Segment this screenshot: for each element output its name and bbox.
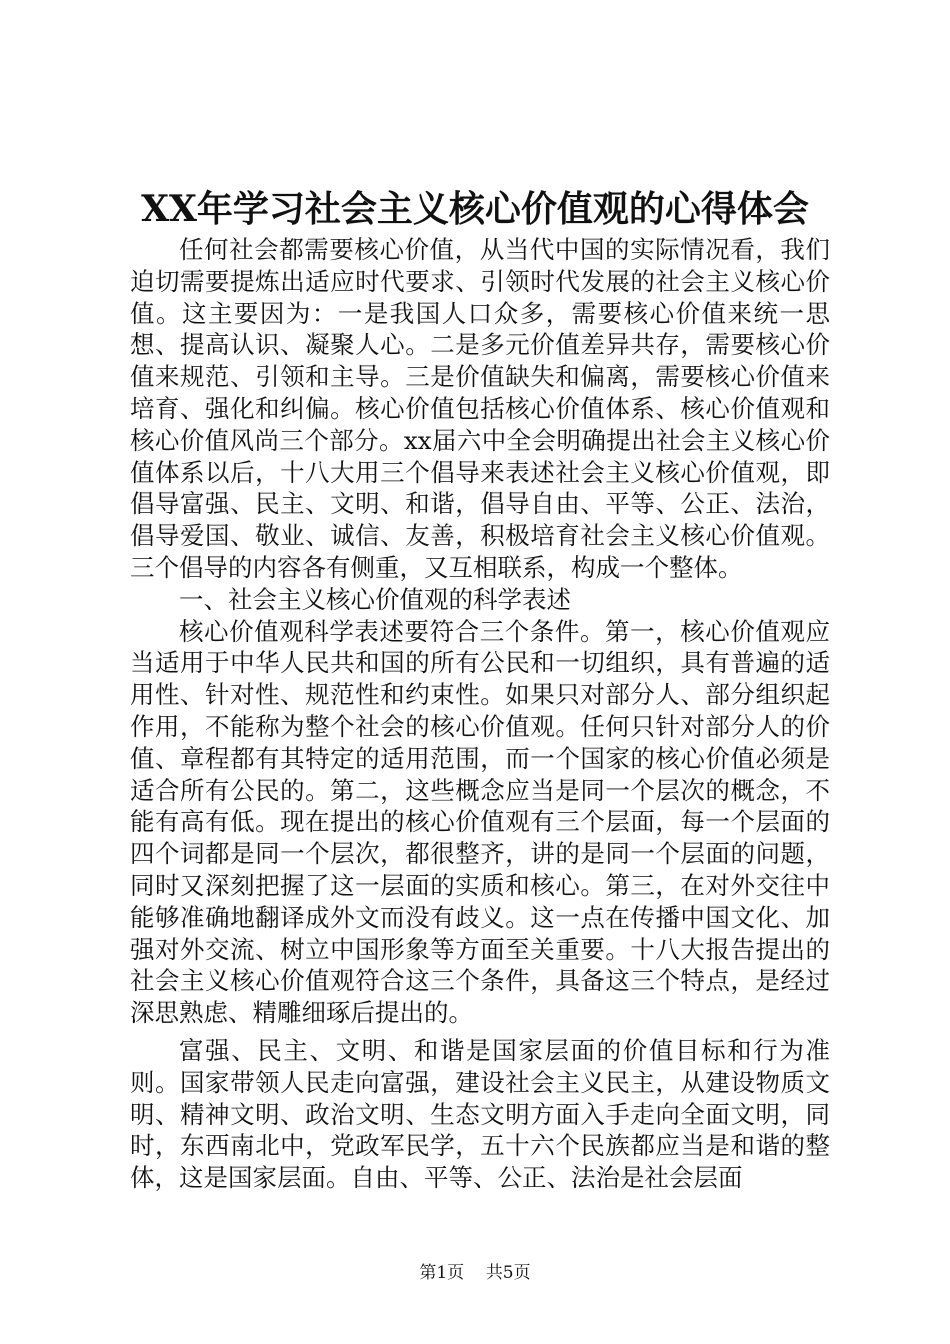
section-heading: 一、社会主义核心价值观的科学表述 [179,584,571,614]
document-body [130,234,830,1194]
paragraph-national-level: 富强、民主、文明、和谐是国家层面的价值目标和行为准则。国家带领人民走向富强，建设社会主义民主，从建设物质文明、精神文明、政治文明、生态文明方面入手走向全面文明，同时，东西南北中，党政军民学，五十六个民族都应当是和谐的整体，这是国家层面。自由、平等、公正、法治是社会层面 [130,1035,830,1193]
paragraph-conditions: 核心价值观科学表述要符合三个条件。第一，核心价值观应当适用于中华人民共和国的所有公民和一切组织，具有普遍的适用性、针对性、规范性和约束性。如果只对部分人、部分组织起作用，不能称为整个社会的核心价值观。任何只针对部分人的价值、章程都有其特定的适用范围，而一个国家的核心价值必须是适合所有公民的。第二，这些概念应当是同一个层次的概念，不能有高有低。现在提出的核心价值观有三个层面，每一个层面的四个词都是同一个层次，都很整齐，讲的是同一个层面的问题，同时又深刻把握了这一层面的实质和核心。第三，在对外交往中能够准确地翻译成外文而没有歧义。这一点在传播中国文化、加强对外交流、树立中国形象等方面至关重要。十八大报告提出的社会主义核心价值观符合这三个条件，具备这三个特点，是经过深思熟虑、精雕细琢后提出的。 [130,616,830,1028]
page-number: 第1页 [419,1263,465,1283]
document-title: XX年学习社会主义核心价值观的心得体会 [141,188,809,230]
paragraph-intro: 任何社会都需要核心价值，从当代中国的实际情况看，我们迫切需要提炼出适应时代要求、引领时代发展的社会主义核心价值。这主要因为：一是我国人口众多，需要核心价值来统一思想、提高认识、凝聚人心。二是多元价值差异共存，需要核心价值来规范、引领和主导。三是价值缺失和偏离，需要核心价值来培育、强化和纠偏。核心价值包括核心价值体系、核心价值观和核心价值风尚三个部分。xx届六中全会明确提出社会主义核心价值体系以后，十八大用三个倡导来表述社会主义核心价值观，即倡导富强、民主、文明、和谐，倡导自由、平等、公正、法治，倡导爱国、敬业、诚信、友善，积极培育社会主义核心价值观。三个倡导的内容各有侧重，又互相联系，构成一个整体。 [130,235,830,582]
page-total: 共5页 [485,1263,531,1283]
page-footer [0,1262,950,1284]
